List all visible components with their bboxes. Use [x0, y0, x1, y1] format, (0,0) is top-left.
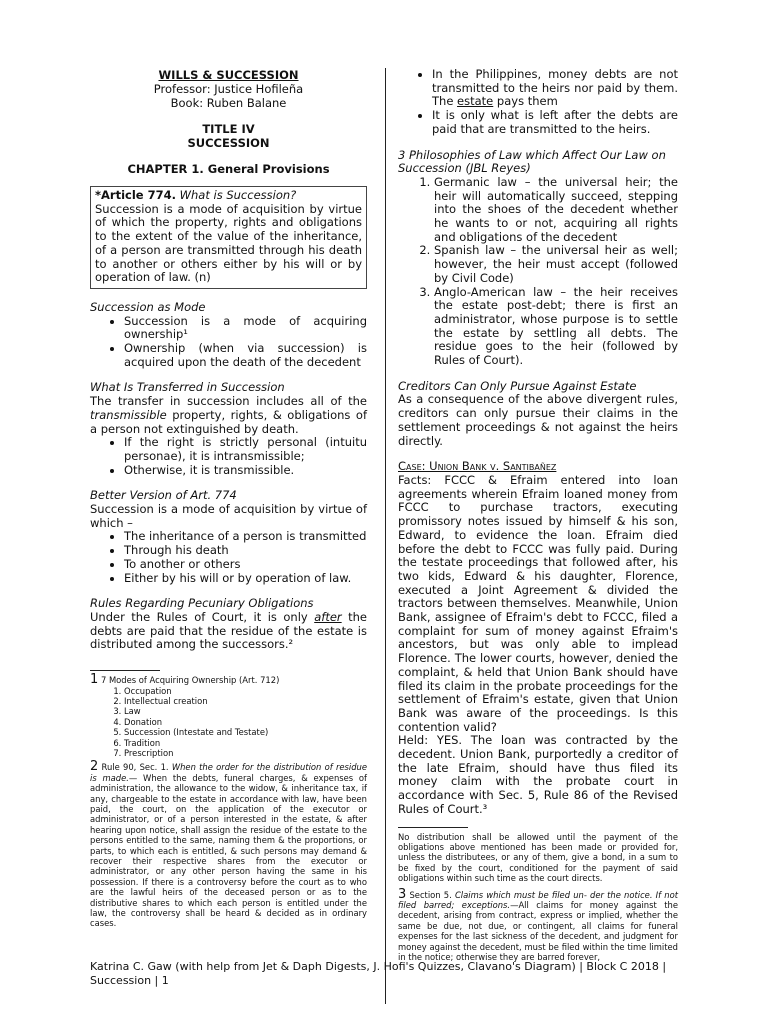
list-item: • Otherwise, it is transmissible. [124, 464, 367, 478]
list-item: 6. Tradition [124, 738, 367, 748]
list-item: 2. Spanish law – the universal heir as well; however, the heir must accept (followed by Civil Code) [434, 244, 678, 285]
list-item: 1. Germanic law – the universal heir; the heir will automatically succeed, stepping into the shoes of the decedent whether he wants to or not, acquiring all rights and obligations of the decedent [434, 176, 678, 245]
better-heading: Better Version of Art. 774 [90, 488, 237, 503]
list-item: • Through his death [124, 544, 367, 558]
case-heading: Case: Union Bank v. Santibañez [398, 459, 557, 474]
list-item: • In the Philippines, money debts are not transmitted to the heirs nor paid by them. The estate pays them [432, 68, 678, 109]
document-title: WILLS & SUCCESSION [158, 68, 299, 82]
article-box [90, 186, 367, 289]
pecuniary-text: Under the Rules of Court, it is only after the debts are paid that the residue of the estate is distributed among the successors.² [90, 609, 368, 652]
right-column [398, 68, 678, 962]
better-text: Succession is a mode of acquisition by virtue of which – [90, 502, 367, 530]
list-item: • Either by his will or by operation of law. [124, 572, 367, 586]
chapter-heading: CHAPTER 1. General Provisions [127, 162, 330, 176]
mode-list [90, 315, 367, 370]
philosophies-list [398, 176, 678, 368]
list-item: 3. Law [124, 706, 367, 716]
article-label-italic: What is Succession? [179, 188, 297, 202]
list-item: • To another or others [124, 558, 367, 572]
transferred-list [90, 436, 367, 477]
footnote-2: 2 Rule 90, Sec. 1. When the order for the distribution of residue is made.— When the debts, funeral charges, & expenses of administration, the allowance to the widow, & inheritance tax, if any, chargeable to the estate in accordance with law, have been paid, the court, on the application of the executor or administrator, or of a person interested in the estate, & after hearing upon notice, shall assign the residue of the estate to the persons entitled to the same, naming them & the proportions, or parts, to which each is entitled, & such persons may demand & recover their respective shares from the executor or administrator, or any other person having the same in his possession. If there is a controversy before the court as to who are the lawful heirs of the deceased person or as to the distributive shares to which each person is entitled under the law, the controversy shall be heard & decided as in ordinary cases. [90, 759, 368, 929]
debts-list [398, 68, 678, 137]
page-footer: Katrina C. Gaw (with help from Jet & Daph Digests, J. Hofi's Quizzes, Clavano's Diagram) | Block C 2018 | Succession | 1 [90, 960, 667, 987]
list-item: 4. Donation [124, 717, 367, 727]
creditors-heading: Creditors Can Only Pursue Against Estate [398, 378, 637, 393]
article-label: *Article 774. [95, 188, 176, 202]
list-item: 7. Prescription [124, 748, 367, 758]
mode-heading: Succession as Mode [90, 299, 206, 314]
title-name: SUCCESSION [187, 136, 270, 150]
list-item: 1. Occupation [124, 686, 367, 696]
footnote-separator [398, 827, 468, 828]
list-item: • If the right is strictly personal (intuitu personae), it is intransmissible; [124, 436, 367, 463]
transferred-heading: What Is Transferred in Succession [90, 380, 285, 395]
list-item: • The inheritance of a person is transmitted [124, 530, 367, 544]
footnote-3: 3 Section 5. Claims which must be filed un- der the notice. If not filed barred; exceptions.—All claims for money against the decedent, arising from contract, express or implied, whether the same be due, not due, or contingent, all claims for funeral expenses for the last sickness of the decedent, and judgment for money against the decedent, must be filed within the time limited in the notice; otherwise they are barred forever, [398, 886, 678, 963]
list-item: 2. Intellectual creation [124, 696, 367, 706]
case-held: Held: YES. The loan was contracted by the decedent. Union Bank, purportedly a creditor of the late Efraim, should have thus filed its money claim with the probate court in accordance with Sec. 5, Rule 86 of the Revised Rules of Court.³ [398, 733, 678, 816]
footnote-separator [90, 670, 160, 671]
list-item: 3. Anglo-American law – the heir receives the estate post-debt; there is first an administrator, whose purpose is to settle the estate by settling all debts. The residue goes to the heir (followed by Rules of Court). [434, 286, 678, 368]
case-facts: Facts: FCCC & Efraim entered into loan agreements wherein Efraim loaned money from FCCC to purchase tractors, executing promissory notes issued by himself & his son, Edward, to evidence the loan. Efraim died before the debt to FCCC was fully paid. During the testate proceedings that followed after, his two kids, Edward & his daughter, Florence, executed a Joint Agreement & divided the tractors between themselves. Meanwhile, Union Bank, assignee of Efraim's debt to FCCC, filed a complaint for sum of money against Efraim's ancestors, but was only able to implead Florence. The lower courts, however, denied the complaint, & held that Union Bank should have filed its claim in the probate proceedings for the settlement of Efraim's estate, given that Union Bank was aware of the proceedings. Is this contention valid? [398, 472, 678, 734]
list-item: • It is only what is left after the debts are paid that are transmitted to the heirs. [432, 109, 678, 136]
pecuniary-heading: Rules Regarding Pecuniary Obligations [90, 596, 314, 611]
footnote-1: 1 7 Modes of Acquiring Ownership (Art. 712) 1. Occupation 2. Intellectual creation 3. Law 4. Donation 5. Succession (Intestate and Testate) 6. Tradition 7. Prescription [90, 675, 367, 758]
article-text: Succession is a mode of acquisition by virtue of which the property, rights and obligations to the extent of the value of the inheritance, of a person are transmitted through his death to another or others either by his will or by operation of law. (n) [95, 201, 362, 285]
title-number: TITLE IV [202, 122, 255, 136]
better-list [90, 530, 367, 585]
left-column [90, 68, 367, 929]
column-divider [385, 68, 386, 1004]
book-line: Book: Ruben Balane [170, 96, 287, 110]
list-item: • Ownership (when via succession) is acquired upon the death of the decedent [124, 342, 367, 369]
transferred-text: The transfer in succession includes all of the transmissible property, rights, & obligations of a person not extinguished by death. [90, 394, 367, 436]
list-item: • Succession is a mode of acquiring ownership¹ [124, 315, 367, 342]
creditors-text: As a consequence of the above divergent rules, creditors can only pursue their claims in the settlement proceedings & not against the heirs directly. [398, 392, 678, 448]
footnote-2-continued: No distribution shall be allowed until the payment of the obligations above mentioned has been made or provided for, unless the distributees, or any of them, give a bond, in a sum to be fixed by the court, conditioned for the payment of said obligations within such time as the court directs. [398, 831, 678, 884]
philosophies-heading: 3 Philosophies of Law which Affect Our Law on Succession (JBL Reyes) [398, 147, 666, 176]
professor-line: Professor: Justice Hofileña [153, 82, 304, 96]
list-item: 5. Succession (Intestate and Testate) [124, 727, 367, 737]
